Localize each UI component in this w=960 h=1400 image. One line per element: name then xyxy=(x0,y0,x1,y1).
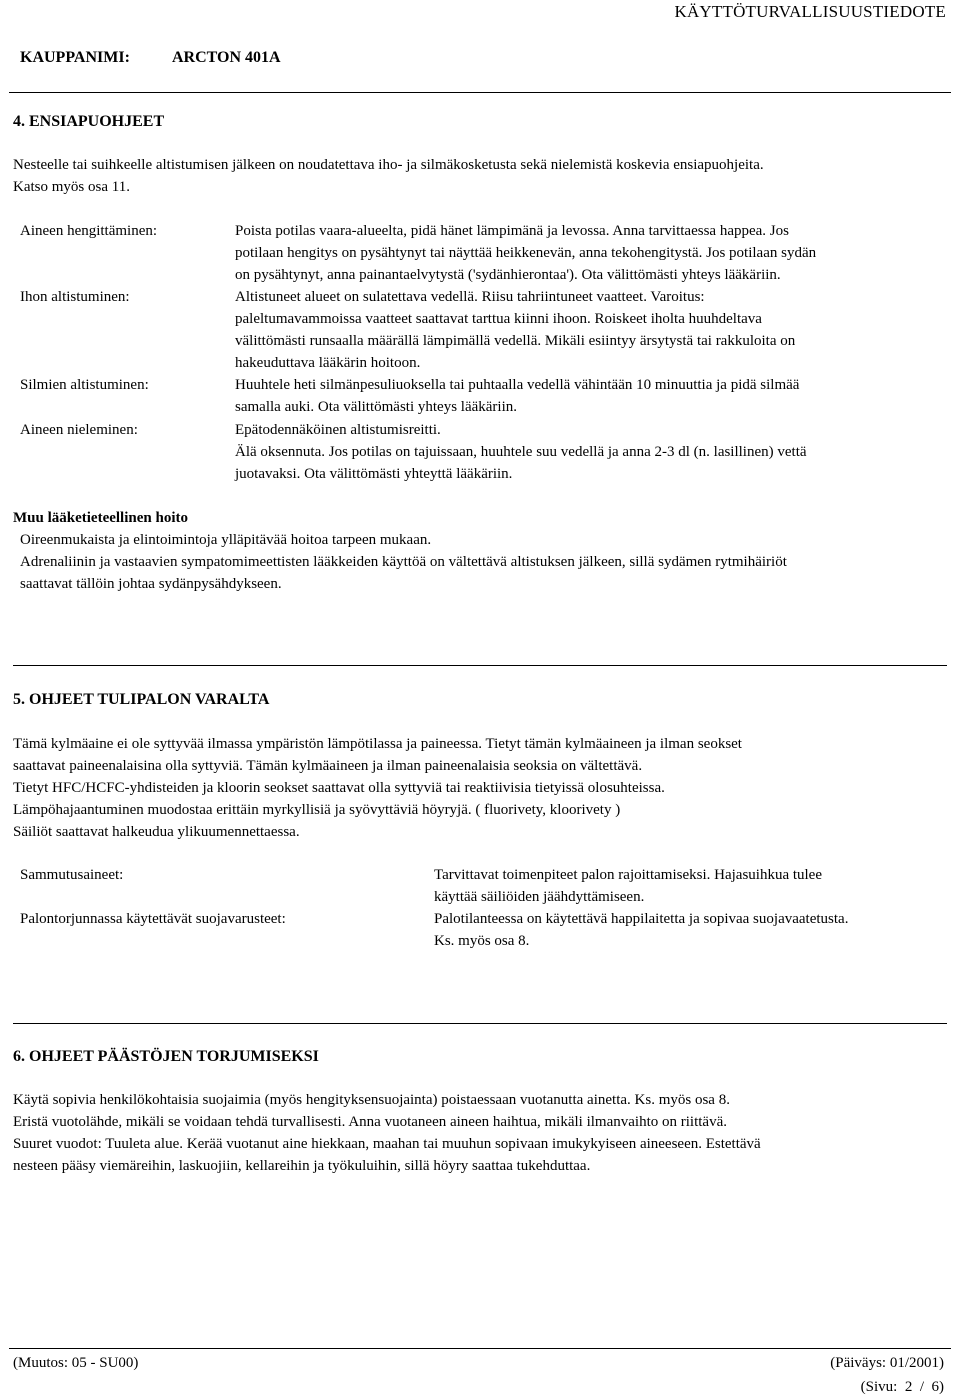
header-divider xyxy=(9,92,951,93)
section-5-line: Lämpöhajaantuminen muodostaa erittäin myrkyllisiä ja syövyttäviä höyryjä. ( fluorivety, kloorivety ) xyxy=(13,802,621,818)
section-5-line: Tietyt HFC/HCFC-yhdisteiden ja kloorin seokset saattavat olla syttyviä tai reaktiivisia tietyissä olosuhteissa. xyxy=(13,780,665,796)
section-4-title: 4. ENSIAPUOHJEET xyxy=(13,113,165,130)
section-5-line: Säiliöt saattavat halkeudua ylikuumennettaessa. xyxy=(13,824,300,840)
revision-info: (Muutos: 05 - SU00) xyxy=(13,1355,139,1371)
skin-text-line: Altistuneet alueet on sulatettava vedellä. Riisu tahriintuneet vaatteet. Varoitus: xyxy=(235,289,705,305)
section-5-title: 5. OHJEET TULIPALON VARALTA xyxy=(13,691,270,708)
ingestion-label: Aineen nieleminen: xyxy=(20,422,138,438)
medical-treatment-line: Oireenmukaista ja elintoimintoja ylläpitävää hoitoa tarpeen mukaan. xyxy=(20,532,432,548)
extinguishing-label: Sammutusaineet: xyxy=(20,867,124,883)
section-4-intro-line: Katso myös osa 11. xyxy=(13,179,130,195)
ingestion-text-line: Älä oksennuta. Jos potilas on tajuissaan, huuhtele suu vedellä ja anna 2-3 dl (n. lasillinen) vettä xyxy=(235,444,807,460)
skin-label: Ihon altistuminen: xyxy=(20,289,130,305)
section-divider xyxy=(13,1023,947,1024)
page-number: (Sivu: 2 / 6) xyxy=(860,1379,944,1395)
skin-text-line: paleltumavammoissa vaatteet saattavat tarttua kiinni ihoon. Roiskeet iholta huuhdeltava xyxy=(235,311,762,327)
inhalation-label: Aineen hengittäminen: xyxy=(20,223,158,239)
protective-equipment-text-line: Palotilanteessa on käytettävä happilaitetta ja sopivaa suojavaatetusta. xyxy=(434,911,849,927)
trade-name: ARCTON 401A xyxy=(172,49,281,66)
eyes-label: Silmien altistuminen: xyxy=(20,377,149,393)
section-6-title: 6. OHJEET PÄÄSTÖJEN TORJUMISEKSI xyxy=(13,1048,319,1065)
protective-equipment-label: Palontorjunnassa käytettävät suojavarusteet: xyxy=(20,911,286,927)
section-4-intro-line: Nesteelle tai suihkeelle altistumisen jälkeen on noudatettava iho- ja silmäkosketusta sekä nielemistä koskevia ensiapuohjeita. xyxy=(13,157,764,173)
inhalation-text-line: potilaan hengitys on pysähtynyt tai näyttää heikkenevän, anna tekohengitystä. Jos potilaan sydän xyxy=(235,245,817,261)
section-divider xyxy=(13,665,947,666)
protective-equipment-text-line: Ks. myös osa 8. xyxy=(434,933,530,949)
section-5-line: Tämä kylmäaine ei ole syttyvää ilmassa ympäristön lämpötilassa ja paineessa. Tietyt tämän kylmäaineen ja ilman seokset xyxy=(13,736,742,752)
ingestion-text-line: juotavaksi. Ota välittömästi yhteyttä lääkäriin. xyxy=(235,466,513,482)
section-6-line: nesteen pääsy viemäreihin, laskuojiin, kellareihin ja työkuluihin, sillä höyry saattaa tukehduttaa. xyxy=(13,1158,591,1174)
skin-text-line: välittömästi runsaalla määrällä lämpimällä vedellä. Mikäli esiintyy ärsytystä tai rakkuloita on xyxy=(235,333,796,349)
extinguishing-text-line: Tarvittavat toimenpiteet palon rajoittamiseksi. Hajasuihkua tulee xyxy=(434,867,823,883)
section-6-line: Eristä vuotolähde, mikäli se voidaan tehdä turvallisesti. Anna vuotaneen aineen haihtua, mikäli ilmanvaihto on riittävä. xyxy=(13,1114,727,1130)
medical-treatment-heading: Muu lääketieteellinen hoito xyxy=(13,510,188,526)
eyes-text-line: Huuhtele heti silmänpesuliuoksella tai puhtaalla vedellä vähintään 10 minuuttia ja pidä silmää xyxy=(235,377,800,393)
skin-text-line: hakeuduttava lääkärin hoitoon. xyxy=(235,355,421,371)
footer-divider xyxy=(9,1348,951,1349)
medical-treatment-line: Adrenaliinin ja vastaavien sympatomimeettisten lääkkeiden käyttöä on vältettävä altistuksen jälkeen, sillä sydämen rytmihäiriöt xyxy=(20,554,787,570)
trade-name-label: KAUPPANIMI: xyxy=(20,49,130,66)
section-6-line: Käytä sopivia henkilökohtaisia suojaimia (myös hengityksensuojainta) poistaessaan vuotanutta ainetta. Ks. myös osa 8. xyxy=(13,1092,730,1108)
section-5-line: saattavat paineenalaisina olla syttyviä. Tämän kylmäaineen ja ilman paineenalaisia seoksia on vältettävä. xyxy=(13,758,643,774)
medical-treatment-line: saattavat tällöin johtaa sydänpysähdykseen. xyxy=(20,576,282,592)
revision-date: (Päiväys: 01/2001) xyxy=(830,1355,944,1371)
inhalation-text-line: on pysähtynyt, anna painantaelvytystä ('sydänhierontaa'). Ota välittömästi yhteys lääkäriin. xyxy=(235,267,781,283)
extinguishing-text-line: käyttää säiliöiden jäähdyttämiseen. xyxy=(434,889,645,905)
document-type: KÄYTTÖTURVALLISUUSTIEDOTE xyxy=(674,2,946,21)
inhalation-text-line: Poista potilas vaara-alueelta, pidä hänet lämpimänä ja levossa. Anna tarvittaessa happea. Jos xyxy=(235,223,789,239)
ingestion-text-line: Epätodennäköinen altistumisreitti. xyxy=(235,422,441,438)
section-6-line: Suuret vuodot: Tuuleta alue. Kerää vuotanut aine hiekkaan, maahan tai muuhun sopivaan imukykyiseen aineeseen. Estettävä xyxy=(13,1136,761,1152)
eyes-text-line: samalla auki. Ota välittömästi yhteys lääkäriin. xyxy=(235,399,518,415)
